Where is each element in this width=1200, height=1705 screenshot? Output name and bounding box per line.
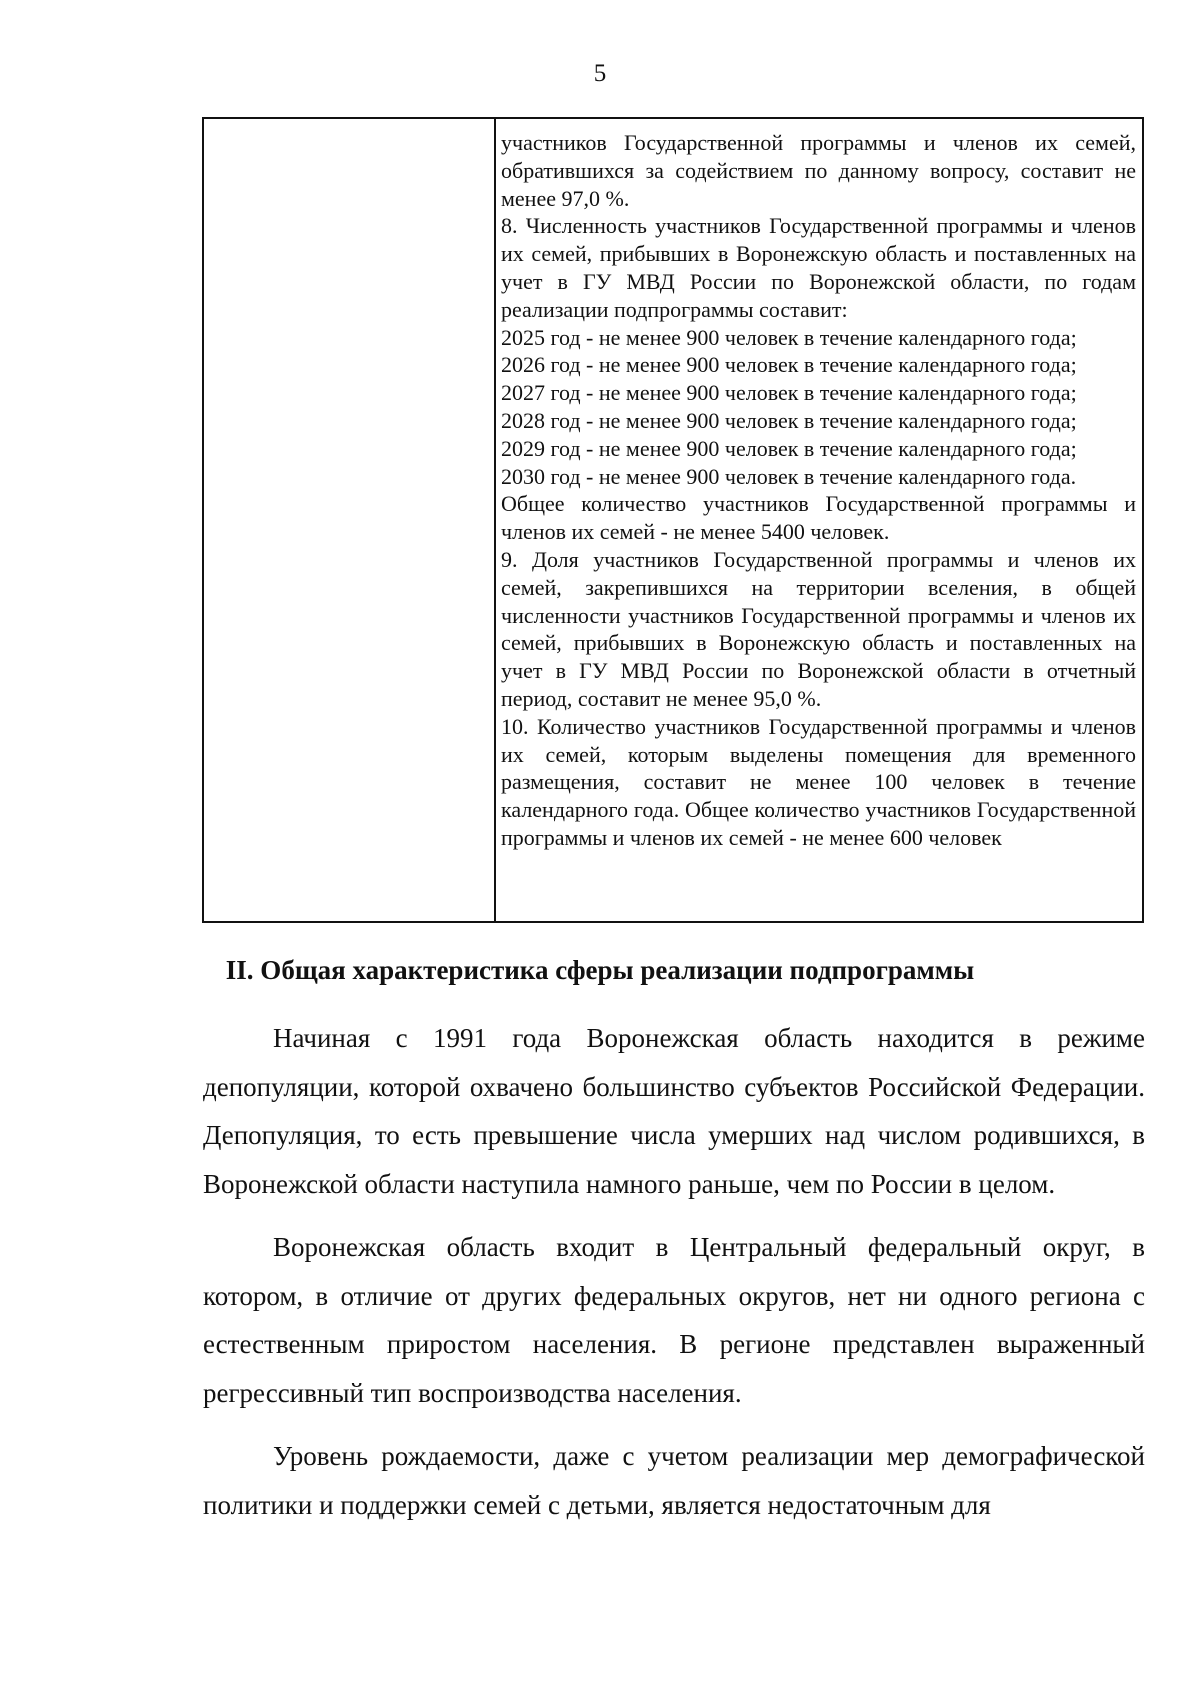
- table-paragraph: 8. Численность участников Государственной программы и членов их семей, прибывших в Воронежскую область и поставленных на учет в ГУ МВД России по Воронежской области, по годам реализации подпрограммы составит:: [501, 213, 1136, 322]
- table-paragraph: 9. Доля участников Государственной программы и членов их семей, закрепившихся на территории вселения, в общей численности участников Государственной программы и членов их семей, прибывших в Воронежскую область и поставленных на учет в ГУ МВД России по Воронежской области в отчетный период, составит не менее 95,0 %.: [501, 546, 1136, 711]
- page-number: 5: [593, 60, 607, 87]
- table-paragraph: 2026 год - не менее 900 человек в течение календарного года;: [501, 352, 1077, 378]
- body-paragraph: Воронежская область входит в Центральный федеральный округ, в котором, в отличие от других федеральных округов, нет ни одного региона с естественным приростом населения. В регионе представлен выраженный регрессивный тип воспроизводства населения.: [203, 1232, 1145, 1408]
- table-paragraph: 2027 год - не менее 900 человек в течение календарного года;: [501, 380, 1077, 406]
- indicators-table: [202, 117, 1144, 923]
- table-cell-right: [501, 129, 1136, 852]
- body-paragraph: Начиная с 1991 года Воронежская область находится в режиме депопуляции, которой охвачено большинство субъектов Российской Федерации. Депопуляция, то есть превышение числа умерших над числом родившихся, в Воронежской области наступила намного раньше, чем по России в целом.: [203, 1023, 1145, 1199]
- table-paragraph: 2025 год - не менее 900 человек в течение календарного года;: [501, 324, 1077, 350]
- section-body: [203, 1014, 1145, 1544]
- table-paragraph: 2028 год - не менее 900 человек в течение календарного года;: [501, 407, 1077, 433]
- body-paragraph: Уровень рождаемости, даже с учетом реализации мер демографической политики и поддержки семей с детьми, является недостаточным для: [203, 1441, 1145, 1520]
- table-paragraph: 2030 год - не менее 900 человек в течение календарного года.: [501, 463, 1077, 489]
- table-column-divider: [494, 119, 496, 921]
- table-paragraph: 10. Количество участников Государственной программы и членов их семей, которым выделены помещения для временного размещения, составит не менее 100 человек в течение календарного года. Общее количество участников Государственной программы и членов их семей - не менее 600 человек: [501, 713, 1136, 850]
- section-heading: II. Общая характеристика сферы реализации подпрограммы: [225, 955, 975, 985]
- table-paragraph: 2029 год - не менее 900 человек в течение календарного года;: [501, 435, 1077, 461]
- table-paragraph: Общее количество участников Государственной программы и членов их семей - не менее 5400 человек.: [501, 491, 1136, 545]
- table-paragraph: участников Государственной программы и членов их семей, обратившихся за содействием по данному вопросу, составит не менее 97,0 %.: [501, 130, 1136, 211]
